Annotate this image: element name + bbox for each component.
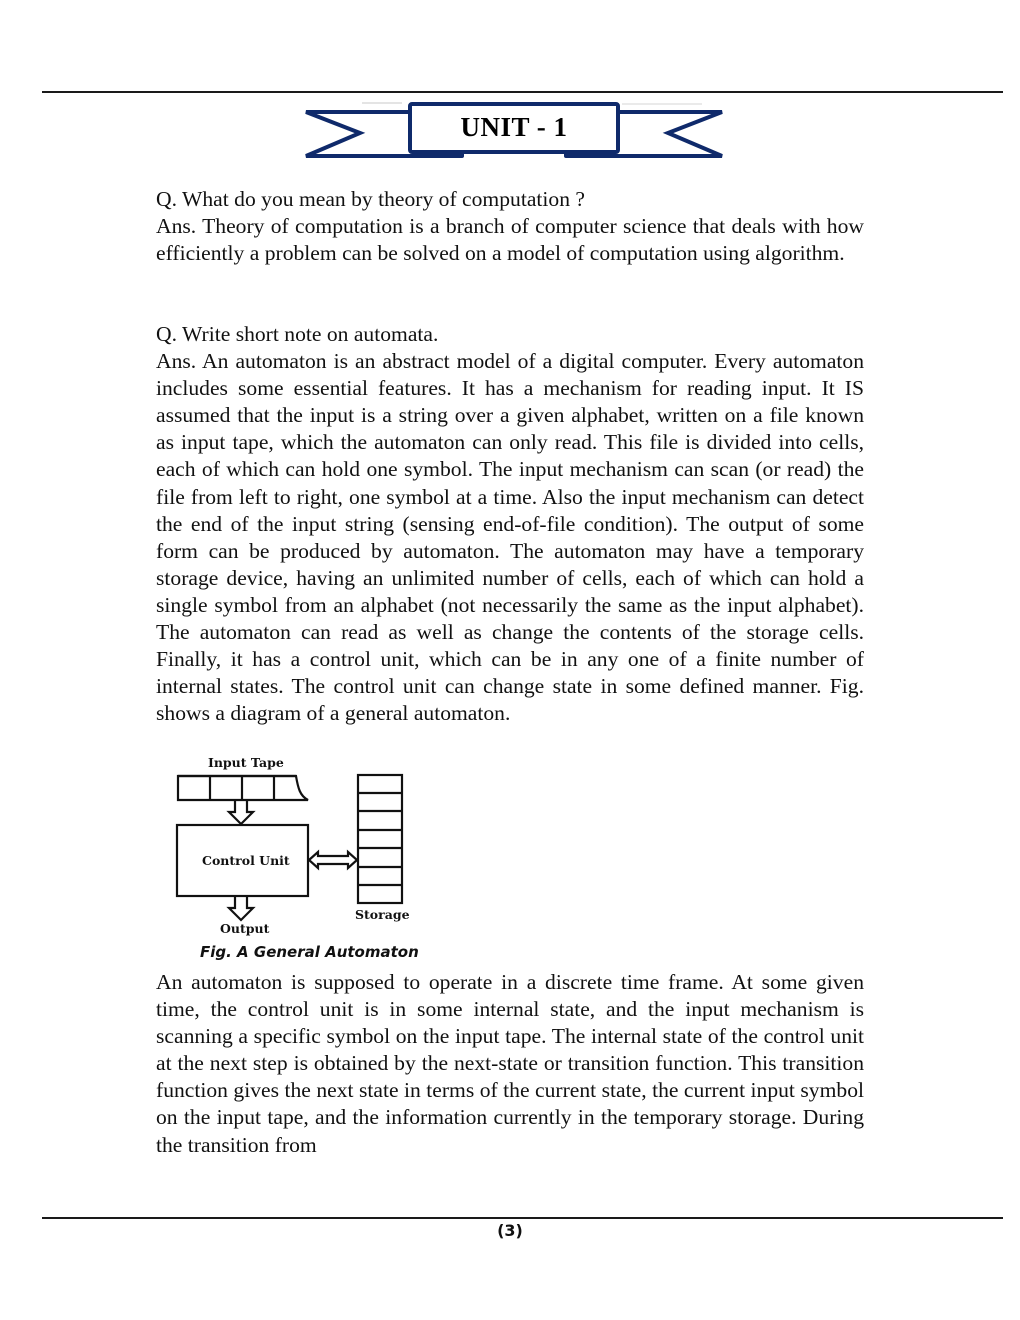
answer-text: Ans. An automaton is an abstract model of a digital computer. Every automaton includes some essential features. It has a mechanism for reading input. It IS assumed that the input is a string over a given alphabet, written on a file known as input tape, which the automaton can only read. This file is divided into cells, each of which can hold one symbol. The input mechanism can scan (or read) the file from left to right, one symbol at a time. Also the input mechanism can detect the end of the input string (sensing end-of-file condition). The output of some form can be produced by automaton. The automaton may have a temporary storage device, having an unlimited number of cells, each of which can hold a single symbol from an alphabet (not necessarily the same as the input alphabet). The automaton can read as well as change the contents of the storage cells. Finally, it has a control unit, which can be in any one of a finite number of internal states. The control unit can change state in some defined manner. Fig. shows a diagram of a general automaton. (156, 349, 864, 726)
question-text: Q. Write short note on automata. (156, 322, 439, 346)
footer-rule (42, 1217, 1003, 1219)
continuation-paragraph (156, 969, 864, 1159)
page-number: (3) (497, 1221, 523, 1240)
unit-title: UNIT - 1 (460, 112, 568, 142)
unit-banner (302, 100, 726, 162)
output-label: Output (220, 921, 270, 936)
answer-text: Ans. Theory of computation is a branch of computer science that deals with how efficiently a problem can be solved on a model of computation using algorithm. (156, 214, 864, 266)
qa-section-theory (156, 186, 864, 267)
control-unit-label: Control Unit (202, 853, 290, 868)
input-tape-label: Input Tape (208, 755, 284, 770)
qa-section-automata (156, 321, 864, 727)
storage-label: Storage (355, 907, 410, 922)
figure-caption: Fig. A General Automaton (200, 943, 419, 961)
automaton-diagram (172, 752, 422, 967)
question-text: Q. What do you mean by theory of computation ? (156, 187, 585, 211)
body-text: An automaton is supposed to operate in a discrete time frame. At some given time, the control unit is in some internal state, and the input mechanism is scanning a specific symbol on the input tape. The internal state of the control unit at the next step is obtained by the next-state or transition function. This transition function gives the next state in terms of the current state, the current input symbol on the input tape, and the information currently in the temporary storage. During the transition from (156, 970, 864, 1157)
header-rule (42, 91, 1003, 93)
